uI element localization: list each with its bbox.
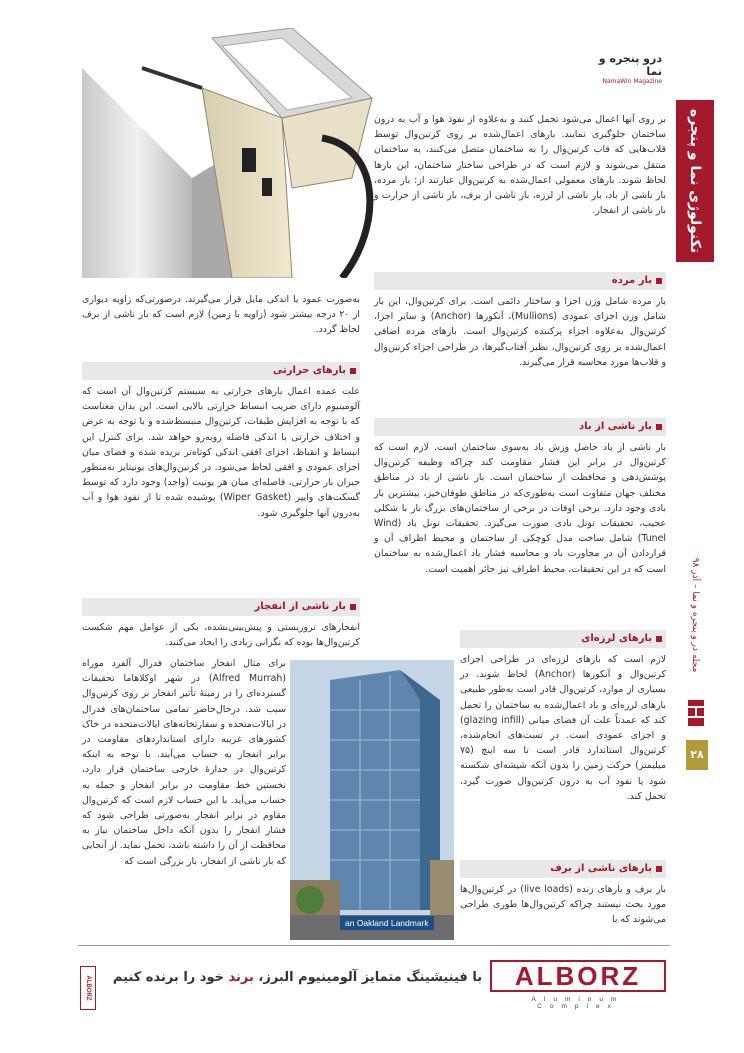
slogan-highlight: برند bbox=[228, 970, 254, 985]
building-caption: an Oakland Landmark bbox=[340, 916, 434, 930]
section-seismic-load bbox=[460, 630, 666, 804]
footer-divider bbox=[78, 945, 670, 946]
oakland-building-image bbox=[290, 660, 454, 940]
issue-caption bbox=[676, 540, 714, 690]
footer-slogan bbox=[110, 970, 485, 985]
left-intro-paragraph bbox=[82, 292, 360, 338]
section-lead: انفجارهای تروریستی و پیش‌بینی‌نشده، یکی از عوامل مهم شکست کرتین‌وال‌ها بوده که نگرانی زیادی را ایجاد می‌کنند. bbox=[82, 622, 360, 649]
window-icon bbox=[688, 700, 704, 728]
section-title: تکنولوژی نما و پنجره bbox=[687, 108, 703, 254]
alborz-logo-sub: Aluminum Complex bbox=[531, 996, 625, 1010]
magazine-logo-sub: NamaWin Magazine bbox=[602, 78, 662, 85]
section-heading: بارهای لرزه‌ای bbox=[460, 630, 666, 648]
section-body: بار مرده شامل وزن اجزا و ساختار دائمی است. برای کرتین‌وال، این بار شامل وزن اجزای عمودی (Mullions)، آنکورها (Anchor) و سایر اجزا، کرتین‌وال به‌علاوه اجزاء پرکننده کرتین‌وال است. بارهای مرده اضافی اعمال‌شده بر روی کرتین‌وال، نظیر آفتاب‌گیرها، در طراحی اجزاء کرتین‌وال و قلاب‌ها مورد محاسبه قرار می‌گیرند. bbox=[374, 296, 666, 368]
section-body: بار برف و بارهای زنده (live loads) در کرتین‌وال‌ها مورد بحث نیستند چراکه کرتین‌وال‌ها طوری طراحی می‌شوند که با bbox=[460, 884, 667, 926]
section-blast-load bbox=[82, 598, 360, 650]
section-heading: بارهای ناشی از برف bbox=[460, 860, 666, 878]
left-intro-text: به‌صورت عمود یا اندکی مایل قرار می‌گیرند. درصورتی‌که زاویه دیواری از ۲۰ درجه بیشتر شود (زاویه با زمین) لازم است که بار ناشی از برف لحاظ گردد. bbox=[82, 294, 360, 336]
alborz-logo-name: ALBORZ bbox=[490, 960, 666, 992]
blast-load-body bbox=[82, 656, 286, 869]
section-body: علت عمده اعمال بارهای حرارتی به سیستم کرتین‌وال آن است که آلومینیوم دارای ضریب انبساط حرارتی بالایی است. این بدان معناست که با توجه به افزایش طبقات، کرتین‌وال منبسط‌شده و با توجه به عرض و اختلاف حرارتی با اندکی فاصله روبه‌رو خواهد شد. برای کنترل این انبساط و انقباظ، اجزای افقی اندکی کوتاه‌تر بریده شده و فضای میان اجزای عمودی و افقی لحاظ می‌شود. در کرتین‌وال‌های یونیتایز به‌منظور جبران بار حرارتی، فاصله‌ای میان هر یونیت (واحد) وجود دارد که توسط گسکت‌های وایپر (Wiper Gasket) پوشیده شده تا از نفوذ هوا و آب به‌درون آنها جلوگیری شود. bbox=[82, 386, 360, 519]
mini-logo-text: ALBORZ bbox=[85, 975, 91, 1001]
intro-paragraph bbox=[374, 112, 666, 218]
section-dead-load bbox=[374, 272, 666, 370]
section-heading: بار ناشی از باد bbox=[374, 418, 666, 436]
intro-text: بر روی آنها اعمال می‌شود تحمل کنند و به‌علاوه از نفوذ هوا و آب به درون ساختمان جلوگیری نمایند. بارهای اعمال‌شده بر روی کرتین‌وال توسط قلاب‌هایی که قاب کرتین‌وال را به ساختمان متصل می‌کنند، به ساختمان منتقل می‌شوند و لازم است که در طراحی ساختار ساختمان، این بارها لحاظ شوند. بارهای معمولی اعمال‌شده به کرتین‌وال عبارتند از: بار مرده، بار ناشی از باد، بار ناشی از لرزه، بار ناشی از برف، بار ناشی از حرارت و بار ناشی از انفجار. bbox=[374, 114, 666, 217]
section-body: بار ناشی از باد حاصل وزش باد به‌سوی ساختمان است. لازم است که کرتین‌وال در برابر این فشار مقاومت کند چراکه وظیفه کرتین‌وال پوشش‌دهی و محافظت از ساختمان است. بار ناشی از باد در مناطق مختلف جهان متفاوت است به‌طوری‌که در مناطق طوفان‌خیز، بیشترین بار بادی وجود دارد. برخی اوقات در برخی از ساختمان‌های بزرگ بار با شکلی عجیب، تحقیقات تونل بادی صورت می‌گیرد. تحقیقات تونل باد (Wind Tunel) شامل ساخت مدل کوچکی از ساختمان و محیط اطراف آن و قراردادن آن در مجاورت باد و محاسبه فشار باد اعمال‌شده به ساختمان است که در این تحقیقات، محیط اطراف نیز حائز اهمیت است. bbox=[374, 442, 666, 575]
magazine-logo-name: درو پنجره و نما bbox=[598, 52, 662, 78]
page-number: ۲۸ bbox=[686, 740, 708, 770]
mini-alborz-logo bbox=[80, 966, 96, 1010]
slogan-start: با فینیشینگ متمایز آلومینیوم البرز، bbox=[258, 970, 483, 985]
section-snow-load bbox=[460, 860, 666, 928]
section-thermal-load bbox=[82, 362, 360, 521]
slogan-end: خود را برنده کنیم bbox=[112, 970, 224, 985]
section-heading: بار ناشی از انفجار bbox=[82, 598, 360, 616]
issue-caption-text: مجله در و پنجره و نما – آذر ۹۸ bbox=[690, 557, 700, 673]
blast-load-text: برای مثال انفجار ساختمان فدرال آلفرد موراه (Alfred Murrah) در شهر اوکلاهاما تحقیقات گسترده‌ای را در زمینهٔ تأثیر انفجار بر روی کرتین‌وال سبب شد. درحال‌حاضر تمامی ساختمان‌های فدرال در ایالات‌متحده و سفارتخانه‌های ایالات‌متحده در خاک کشورهای غریبه دارای استانداردهای مقاومت در برابر انفجار به حساب می‌آیند. با توجه به اینکه کرتین‌وال در جدارهٔ خارجی ساختمان قرار دارد، نخستین خط مقاومت در برابر انفجار و حمله به حساب می‌آید. با این حساب لازم است که کرتین‌وال مقاوم در برابر انفجار به‌صورتی طراحی شود که فشار انفجار را بدون آنکه داخل ساختمان نیاز به محافظت از آن را داشته باشد، تحمل نماید. از آنجایی که بار ناشی از انفجار، بار بزرگی است که bbox=[82, 658, 286, 867]
section-wind-load bbox=[374, 418, 666, 577]
section-title-band bbox=[676, 100, 714, 262]
alborz-logo bbox=[490, 960, 666, 1010]
magazine-logo bbox=[580, 52, 662, 85]
curtain-wall-profile-image bbox=[82, 28, 384, 278]
section-body: لازم است که بارهای لرزه‌ای در طراحی اجزای کرتین‌وال و آنکورها (Anchor) لحاظ شوند. در بسیاری از موارد، کرتین‌وال قادر است به‌طور طبیعی بارهای لرزه‌ای و باد اعمال‌شده به ساختمان را تحمل کند که عمدتاً علت آن فضای میانی (glazing infill) و اجزای عمودی است. در تست‌های انجام‌شده، کرتین‌وال استاندارد قادر است تا سه اینچ (۷۵ میلیمتر) حرکت زمین را بدون آنکه شیشه‌ای شکسته شود یا نفوذ آب به درون کرتین‌وال صورت گیرد، تحمل کند. bbox=[460, 654, 666, 802]
section-heading: بارهای حرارتی bbox=[82, 362, 360, 380]
section-heading: بار مرده bbox=[374, 272, 666, 290]
